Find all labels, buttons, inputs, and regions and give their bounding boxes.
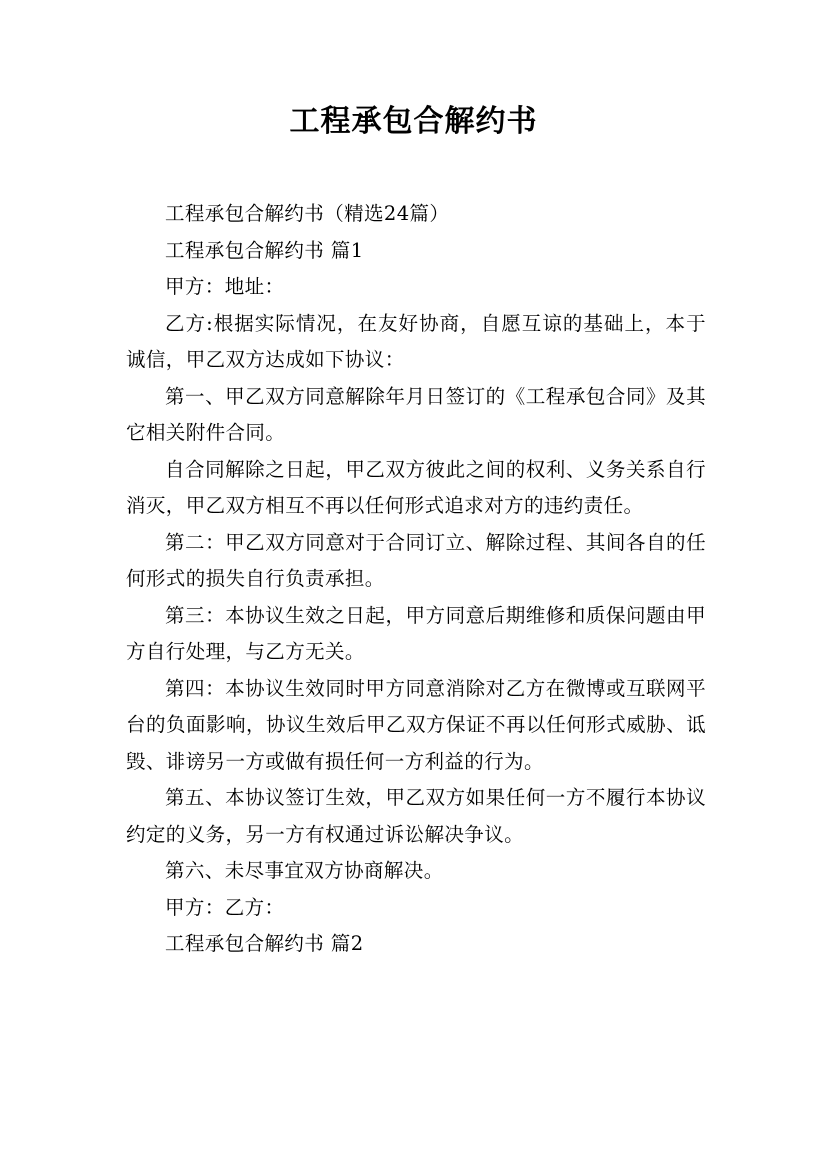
paragraph-signatures: 甲方：乙方： bbox=[165, 895, 285, 919]
paragraph-clause-6: 第六、未尽事宜双方协商解决。 bbox=[165, 859, 444, 882]
paragraph-clause-5: 第五、本协议签订生效，甲乙双方如果任何一方不履行本协议约定的义务，另一方有权通过诉讼解决争议。 bbox=[126, 786, 706, 846]
paragraph-section-title-2: 工程承包合解约书 篇2 bbox=[165, 932, 364, 955]
paragraph-party-b: 乙方:根据实际情况，在友好协商，自愿互谅的基础上，本于诚信，甲乙双方达成如下协议： bbox=[126, 311, 706, 371]
paragraph-clause-1: 第一、甲乙双方同意解除年月日签订的《工程承包合同》及其它相关附件合同。 bbox=[126, 384, 706, 444]
paragraph-section-title: 工程承包合解约书 篇1 bbox=[165, 238, 364, 262]
document-body bbox=[126, 196, 706, 963]
document-title: 工程承包合解约书 bbox=[289, 104, 538, 139]
paragraph-heading: 工程承包合解约书（精选24篇） bbox=[165, 202, 450, 225]
paragraph-clause-4: 第四：本协议生效同时甲方同意消除对乙方在微博或互联网平台的负面影响，协议生效后甲乙双方保证不再以任何形式威胁、诋毁、诽谤另一方或做有损任何一方利益的行为。 bbox=[126, 676, 706, 773]
paragraph-clause-1-detail: 自合同解除之日起，甲乙双方彼此之间的权利、义务关系自行消灭，甲乙双方相互不再以任何形式追求对方的违约责任。 bbox=[126, 457, 706, 517]
paragraph-party-a: 甲方：地址： bbox=[165, 275, 285, 298]
paragraph-clause-2: 第二：甲乙双方同意对于合同订立、解除过程、其间各自的任何形式的损失自行负责承担。 bbox=[126, 530, 706, 590]
paragraph-clause-3: 第三：本协议生效之日起，甲方同意后期维修和质保问题由甲方自行处理，与乙方无关。 bbox=[126, 603, 706, 663]
